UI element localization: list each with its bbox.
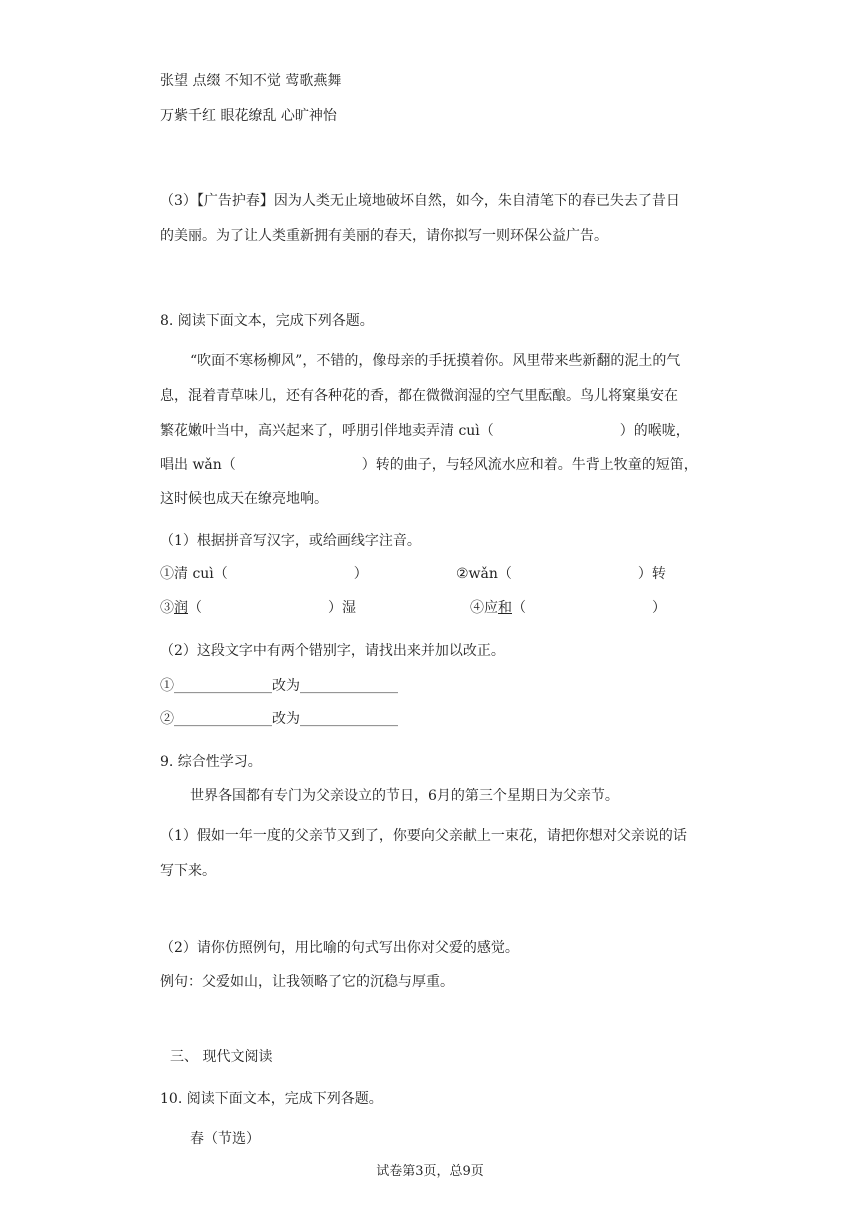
item-3-open: （ [188,600,202,616]
underlined-char: 润 [174,600,188,616]
q8-passage-line-4-tail: ）转的曲子，与轻风流水应和着。牛背上牧童的短笛， [361,457,698,473]
q8-passage-line-3-tail: ）的喉咙， [619,423,690,439]
item-3-label: ③ [160,600,174,616]
q8-sub1-item-3 [160,598,356,618]
word-bank-line-1: 张望 点缀 不知不觉 莺歌燕舞 [160,73,342,89]
section-3-heading: 三、 现代文阅读 [170,1049,273,1065]
item-2-close: ）转 [637,566,666,582]
item-1-label: ①清 cuì（ [160,566,228,582]
q8-sub2-prompt: （2）这段文字中有两个错别字，请找出来并加以改正。 [160,643,505,659]
item-3-close: ）湿 [328,600,356,616]
q8-sub1-item-1 [160,564,368,584]
item-4-open: （ [512,600,526,616]
q8-sub2-row-1[interactable]: ①______________改为______________ [160,678,398,694]
q8-passage-line-4-text: 唱出 wǎn（ [160,457,236,473]
item-4-label: ④应 [470,600,498,616]
q9-intro: 世界各国都有专门为父亲设立的节日，6月的第三个星期日为父亲节。 [190,788,619,804]
item-2-label: ②wǎn（ [456,566,512,582]
item-1-close: ） [353,566,368,582]
q8-passage-line-2: 息，混着青草味儿，还有各种花的香，都在微微润湿的空气里酝酿。鸟儿将窠巢安在 [160,388,678,404]
q8-passage-line-1: “吹面不寒杨柳风”，不错的，像母亲的手抚摸着你。风里带来些新翻的泥土的气 [190,353,681,369]
q8-passage-line-3-text: 繁花嫩叶当中，高兴起来了，呼朋引伴地卖弄清 cuì（ [160,423,494,439]
q10-title: 10. 阅读下面文本，完成下列各题。 [160,1091,383,1107]
q8-passage-line-3 [160,421,690,441]
page-footer: 试卷第3页，总9页 [376,1164,484,1179]
q9-sub2-prompt: （2）请你仿照例句，用比喻的句式写出你对父爱的感觉。 [160,940,519,956]
q8-passage-line-4 [160,455,698,475]
q8-sub1-prompt: （1）根据拼音写汉字，或给画线字注音。 [160,533,421,549]
word-bank-line-2: 万紫千红 眼花缭乱 心旷神怡 [160,108,337,124]
q7-sub3-line-1: （3）【广告护春】因为人类无止境地破坏自然，如今，朱自清笔下的春已失去了昔日 [160,193,680,209]
q8-sub2-row-2[interactable]: ②______________改为______________ [160,711,398,727]
q10-passage-title: 春（节选） [190,1131,260,1147]
q8-sub1-item-2 [456,564,666,584]
q8-passage-line-5: 这时候也成天在缭亮地响。 [160,491,328,507]
q9-example: 例句：父爱如山，让我领略了它的沉稳与厚重。 [160,974,454,990]
item-4-close: ） [652,600,666,616]
q8-sub1-item-4 [470,598,666,618]
q9-title: 9. 综合性学习。 [160,754,262,770]
underlined-char: 和 [498,600,512,616]
q7-sub3-line-2: 的美丽。为了让人类重新拥有美丽的春天，请你拟写一则环保公益广告。 [160,228,608,244]
q8-title: 8. 阅读下面文本，完成下列各题。 [160,313,374,329]
q9-sub1-line-1: （1）假如一年一度的父亲节又到了，你要向父亲献上一束花，请把你想对父亲说的话 [160,828,687,844]
q9-sub1-line-2: 写下来。 [160,863,216,879]
